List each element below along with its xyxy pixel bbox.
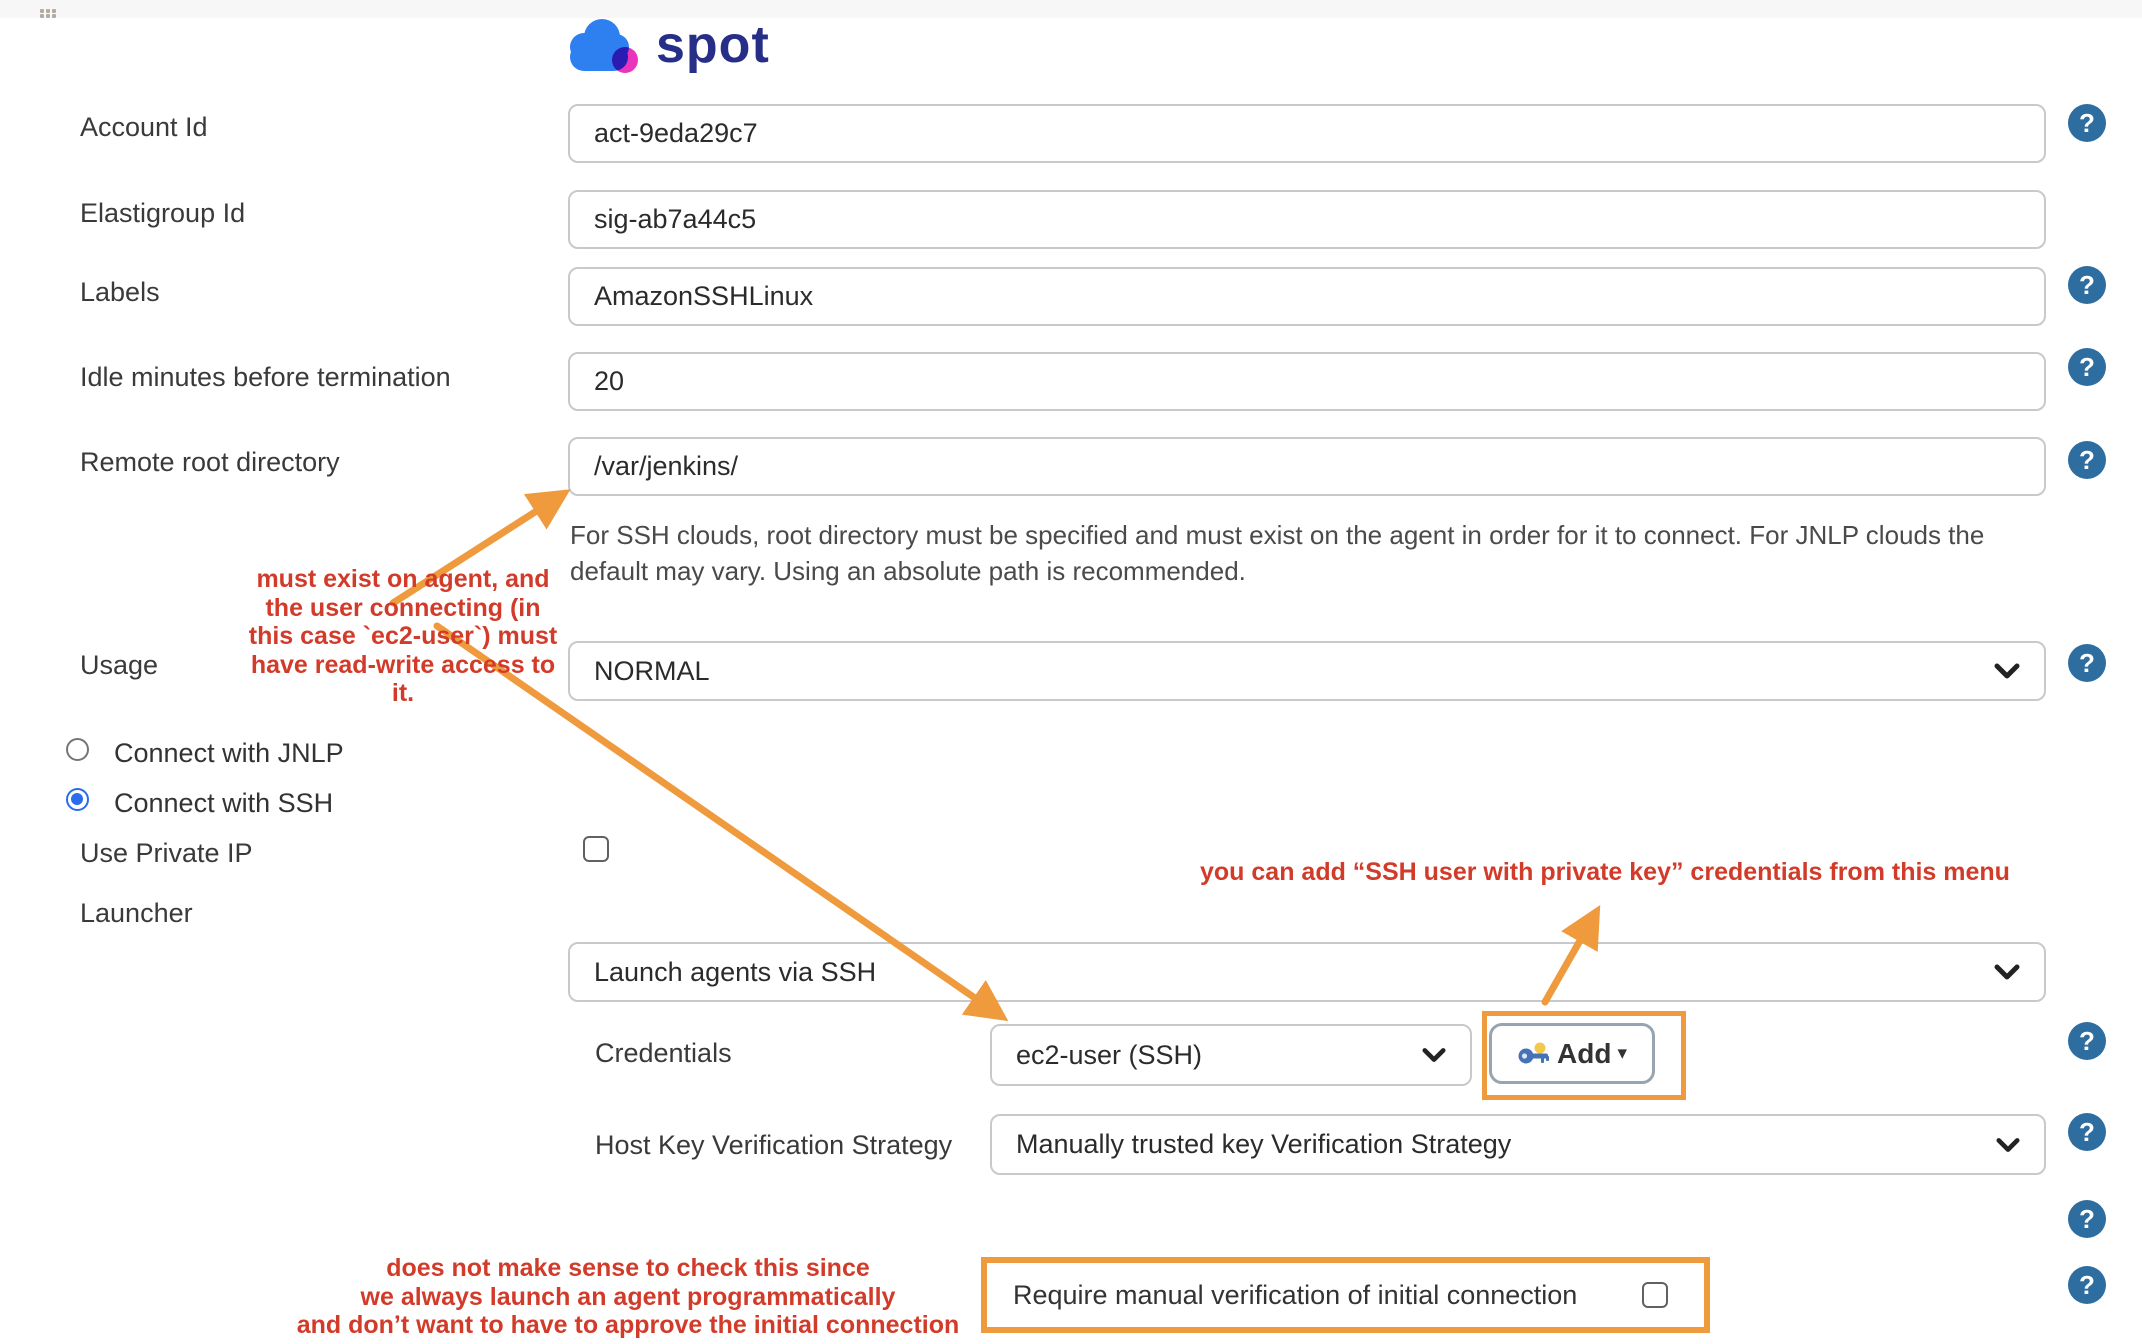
remote-root-label: Remote root directory [80, 447, 340, 477]
labels-label: Labels [80, 277, 160, 307]
chevron-down-icon [1422, 1048, 1446, 1063]
elastigroup-id-input[interactable] [568, 190, 2046, 249]
host-key-strategy-label: Host Key Verification Strategy [595, 1130, 953, 1160]
remote-root-help-icon[interactable]: ? [2068, 441, 2106, 479]
require-manual-checkbox[interactable] [1642, 1282, 1668, 1308]
add-credentials-button[interactable] [1489, 1023, 1655, 1084]
require-manual-highlight-box [981, 1257, 1710, 1333]
usage-select[interactable] [568, 641, 2046, 701]
remote-root-input[interactable] [568, 437, 2046, 496]
require-manual-help-icon[interactable]: ? [2068, 1266, 2106, 1304]
spot-cloud-icon [568, 15, 648, 81]
drag-handle-icon[interactable] [40, 9, 60, 18]
account-id-input[interactable] [568, 104, 2046, 163]
chevron-down-icon [1994, 964, 2020, 980]
usage-help-icon[interactable]: ? [2068, 644, 2106, 682]
caret-down-icon: ▾ [1617, 1043, 1627, 1064]
launcher-label: Launcher [80, 898, 193, 928]
credentials-label: Credentials [595, 1038, 732, 1068]
add-button-label: Add [1557, 1037, 1612, 1069]
spot-logo-text: spot [656, 16, 770, 74]
usage-select-value: NORMAL [594, 655, 710, 686]
host-key-strategy-select[interactable] [990, 1114, 2046, 1175]
connect-with-jnlp-label: Connect with JNLP [114, 738, 344, 768]
labels-input[interactable] [568, 267, 2046, 326]
remote-root-description [570, 517, 1984, 589]
credentials-help-icon[interactable]: ? [2068, 1022, 2106, 1060]
credentials-annotation: you can add “SSH user with private key” credentials from this menu [1200, 858, 2010, 886]
host-key-help-icon[interactable]: ? [2068, 1113, 2106, 1151]
connect-with-ssh-label: Connect with SSH [114, 788, 334, 818]
account-id-label: Account Id [80, 112, 208, 142]
extra-help-icon[interactable]: ? [2068, 1200, 2106, 1238]
use-private-ip-checkbox[interactable] [583, 836, 609, 862]
remote-root-description-line1: For SSH clouds, root directory must be specified and must exist on the agent in order for it to connect. For JNLP clouds the [570, 520, 1985, 550]
idle-minutes-input[interactable] [568, 352, 2046, 411]
account-id-help-icon[interactable]: ? [2068, 104, 2106, 142]
labels-help-icon[interactable]: ? [2068, 266, 2106, 304]
require-manual-label: Require manual verification of initial connection [1013, 1279, 1578, 1310]
spot-logo [568, 14, 770, 82]
remote-root-description-line2: default may vary. Using an absolute path is recommended. [570, 556, 1246, 586]
remote-root-annotation: must exist on agent, and the user connecting (in this case `ec2-user`) must have read-write access to it. [248, 565, 558, 707]
idle-minutes-label: Idle minutes before termination [80, 362, 451, 392]
launcher-select-value: Launch agents via SSH [594, 956, 877, 987]
elastigroup-id-label: Elastigroup Id [80, 198, 246, 228]
use-private-ip-label: Use Private IP [80, 838, 253, 868]
usage-label: Usage [80, 650, 159, 680]
chevron-down-icon [1996, 1137, 2020, 1152]
credentials-select-value: ec2-user (SSH) [1016, 1039, 1203, 1070]
credentials-select[interactable] [990, 1024, 1472, 1086]
chevron-down-icon [1994, 663, 2020, 679]
launcher-select[interactable] [568, 942, 2046, 1002]
key-icon [1517, 1041, 1551, 1067]
connect-with-jnlp-radio[interactable] [66, 738, 89, 761]
top-strip [0, 0, 2142, 18]
host-key-strategy-value: Manually trusted key Verification Strategy [1016, 1129, 1512, 1159]
require-manual-annotation: does not make sense to check this since we always launch an agent programmatically and don’t want to have to approve the initial connection [296, 1254, 960, 1339]
idle-minutes-help-icon[interactable]: ? [2068, 348, 2106, 386]
connect-with-ssh-radio[interactable] [66, 788, 89, 811]
